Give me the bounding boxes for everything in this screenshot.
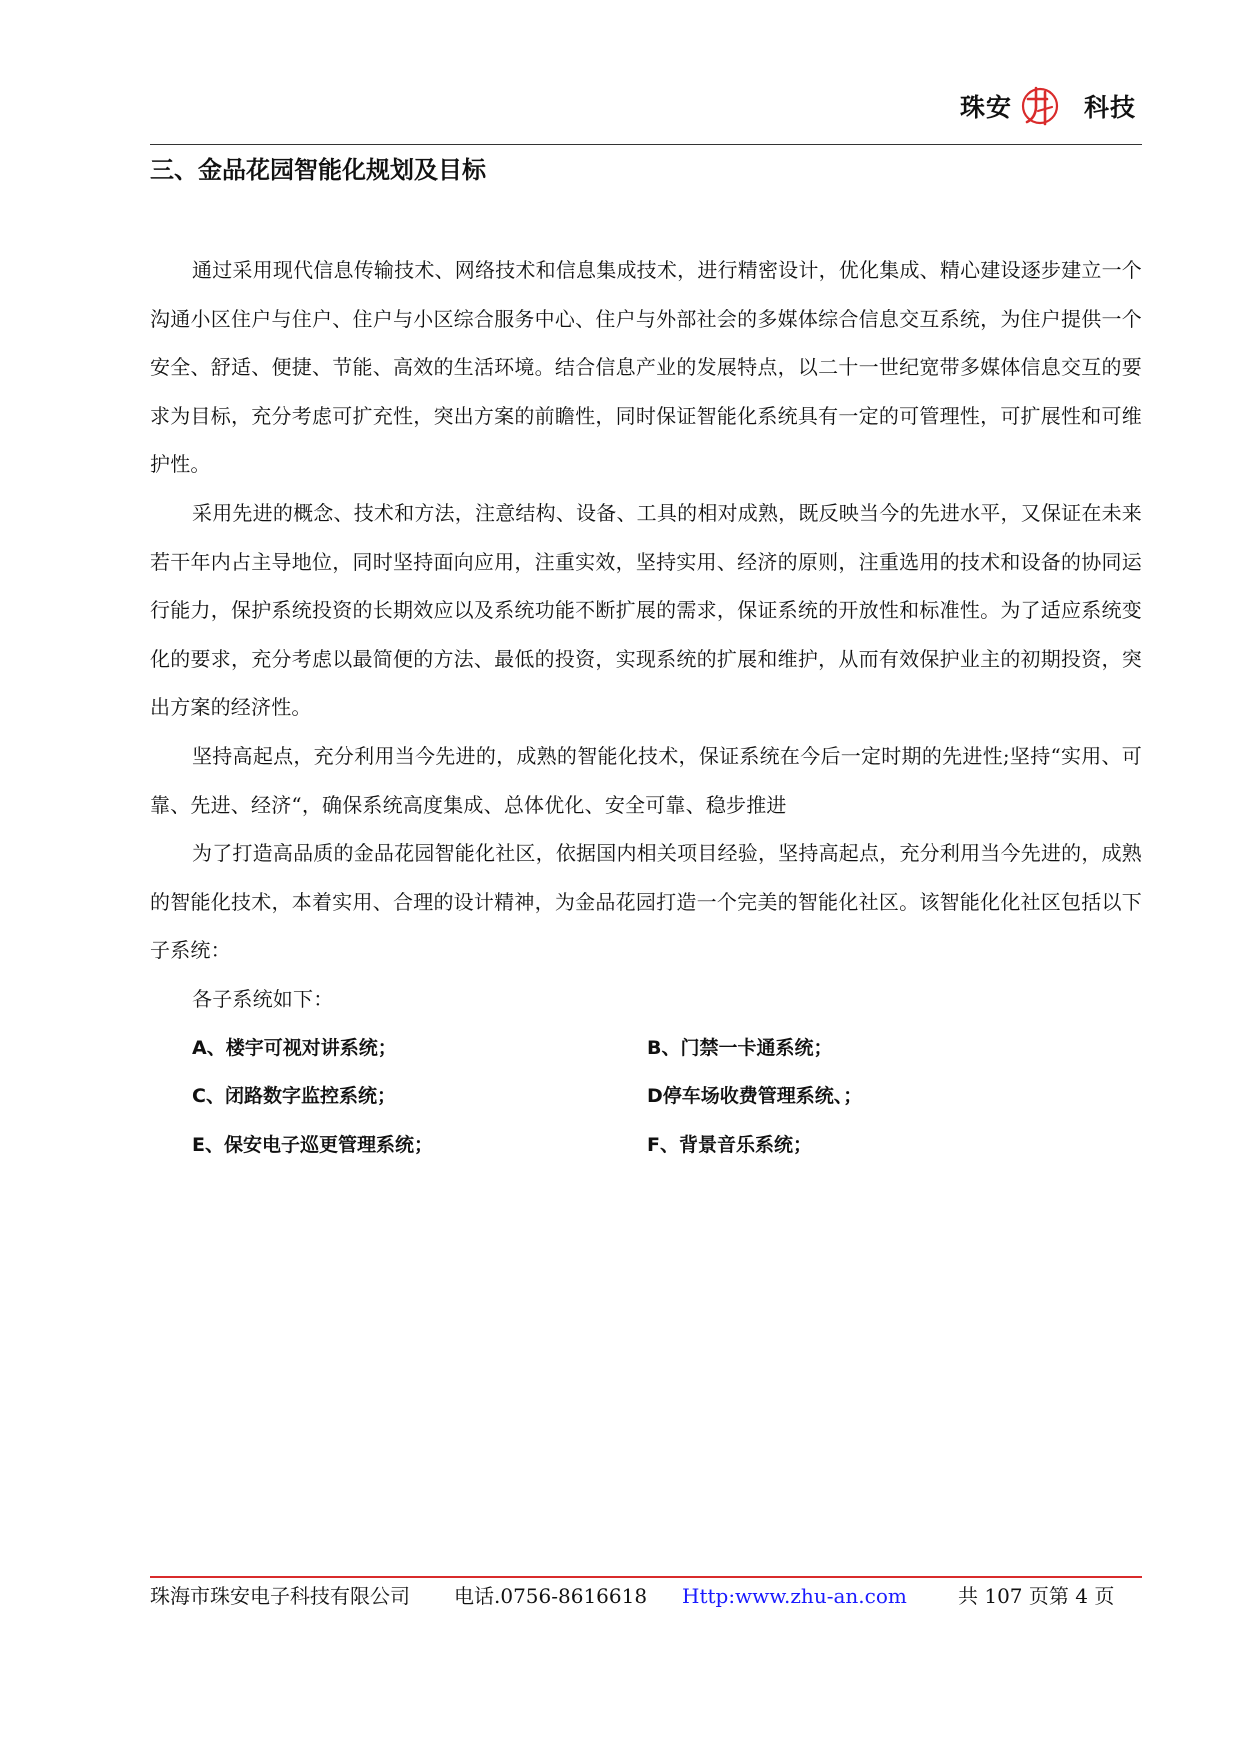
- paragraph-community: 为了打造高品质的金品花园智能化社区，依据国内相关项目经验，坚持高起点，充分利用当今先进的，成熟的智能化技术，本着实用、合理的设计精神，为金品花园打造一个完美的智能化社区。该智能化化社区包括以下子系统：: [150, 841, 1142, 963]
- footer-phone: 电话.0756-8616618: [454, 1584, 648, 1608]
- footer-url-link[interactable]: Http:www.zhu-an.com: [682, 1584, 907, 1608]
- brand-name-right: 科技: [1083, 93, 1136, 122]
- subsystem-patrol: E、保安电子巡更管理系统；: [192, 1133, 433, 1156]
- page-footer: [150, 1576, 1142, 1614]
- subsystem-list: [192, 1024, 1142, 1170]
- paragraph-high-start: 坚持高起点，充分利用当今先进的，成熟的智能化技术，保证系统在今后一定时期的先进性;坚持“实用、可靠、先进、经济“，确保系统高度集成、总体优化、安全可靠、稳步推进: [150, 743, 1142, 817]
- page-header: [150, 78, 1142, 145]
- paragraph-goals: 通过采用现代信息传输技术、网络技术和信息集成技术，进行精密设计，优化集成、精心建设逐步建立一个沟通小区住户与住户、住户与小区综合服务中心、住户与外部社会的多媒体综合信息交互系统，为住户提供一个安全、舒适、便捷、节能、高效的生活环境。结合信息产业的发展特点，以二十一世纪宽带多媒体信息交互的要求为目标，充分考虑可扩充性，突出方案的前瞻性，同时保证智能化系统具有一定的可管理性，可扩展性和可维护性。: [150, 258, 1142, 477]
- zhuan-logo-icon: [1018, 84, 1062, 128]
- footer-page-number: 共 107 页第 4 页: [958, 1584, 1115, 1608]
- subsystem-music: F、背景音乐系统；: [647, 1133, 812, 1156]
- subsystem-access-card: B、门禁一卡通系统；: [647, 1036, 833, 1059]
- subsystem-intercom: A、楼宇可视对讲系统；: [192, 1036, 397, 1059]
- paragraph-subsystems-intro: 各子系统如下：: [192, 986, 334, 1011]
- subsystem-cctv: C、闭路数字监控系统；: [192, 1085, 396, 1108]
- brand-name-left: 珠安: [959, 93, 1012, 122]
- brand: [960, 84, 1136, 128]
- paragraph-principles: 采用先进的概念、技术和方法，注意结构、设备、工具的相对成熟，既反映当今的先进水平，又保证在未来若干年内占主导地位，同时坚持面向应用，注重实效，坚持实用、经济的原则，注重选用的技术和设备的协同运行能力，保护系统投资的长期效应以及系统功能不断扩展的需求，保证系统的开放性和标准性。为了适应系统变化的要求，充分考虑以最简便的方法、最低的投资，实现系统的扩展和维护，从而有效保护业主的初期投资，突出方案的经济性。: [150, 500, 1142, 720]
- footer-company: 珠海市珠安电子科技有限公司: [150, 1584, 410, 1608]
- section-title: 三、金品花园智能化规划及目标: [150, 156, 486, 184]
- subsystem-parking: D停车场收费管理系统、；: [647, 1085, 863, 1108]
- body-text: [150, 246, 1142, 1169]
